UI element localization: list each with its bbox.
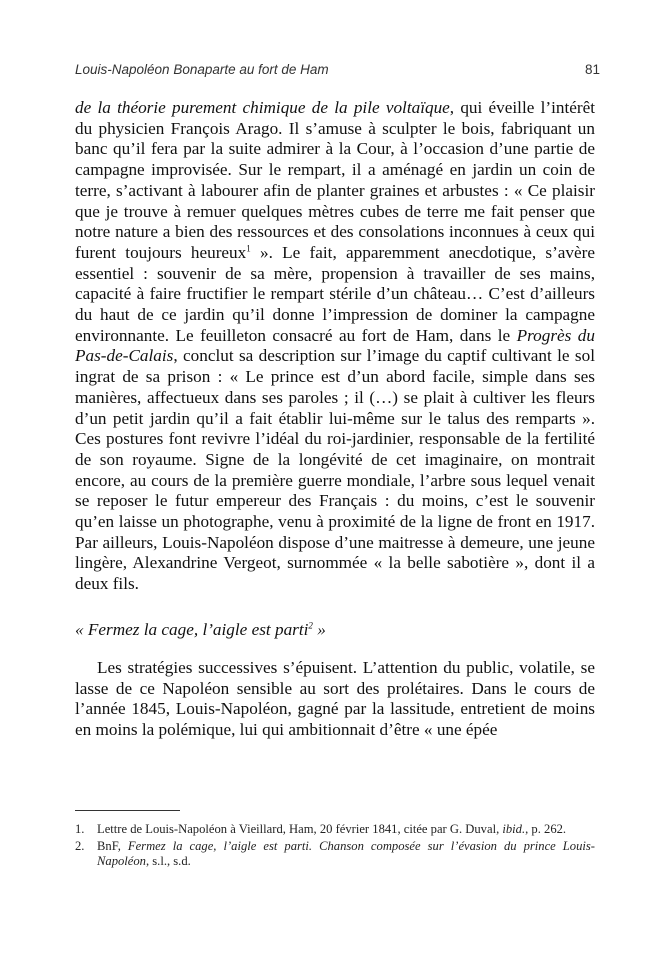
- running-header: [75, 62, 600, 84]
- footnote-text: , s.l., s.d.: [145, 854, 191, 869]
- footnote-text: , p. 262.: [525, 822, 567, 836]
- italic-span-progres: Progrès du Pas-de-Calais: [75, 325, 595, 366]
- footnotes: [75, 822, 595, 872]
- footnote-ref-2: 2: [308, 620, 313, 631]
- text-span: ». Le fait, apparemment anecdotique, s’avère essentiel : souvenir de sa mère, propension à travailler de ses mains, capacité à faire fructifier le rempart stérile d’un château… C’est d’ailleurs du haut de ce jardin qu’il donne l’impression de dominer la campagne environnante. Le feuilleton consacré au fort de Ham, dans le: [75, 242, 595, 345]
- paragraph-1: [75, 98, 595, 595]
- footnote-text: BnF,: [97, 839, 128, 854]
- main-paragraph: [75, 98, 595, 595]
- page-number: 81: [584, 62, 600, 77]
- running-title: Louis-Napoléon Bonaparte au fort de Ham: [75, 62, 329, 77]
- footnote-ref-1: 1: [246, 243, 251, 254]
- footnote-1: [75, 822, 595, 837]
- second-paragraph: [75, 658, 595, 741]
- section-heading-close: »: [312, 620, 326, 639]
- paragraph-2: Les stratégies successives s’épuisent. L’attention du public, volatile, se lasse de ce Napoléon sensible au sort des prolétaires. Dans le cours de l’année 1845, Louis-Napoléon, gagné par la lassitude, entretient de moins en moins la polémique, lui qui ambitionnait d’être « une épée: [75, 658, 595, 740]
- footnote-italic: Fermez la cage, l’aigle est parti. Chanson composée sur l’évasion du prince Louis-Napoléon: [97, 839, 595, 869]
- footnote-italic: ibid.: [502, 822, 526, 836]
- section-heading: [75, 620, 595, 640]
- footnote-2: [75, 839, 595, 869]
- section-heading-text: « Fermez la cage, l’aigle est parti: [75, 620, 309, 639]
- footnote-text: Lettre de Louis-Napoléon à Vieillard, Ham, 20 février 1841, citée par G. Duval,: [97, 822, 503, 836]
- italic-span-pile-voltaique: de la théorie purement chimique de la pile voltaïque: [75, 98, 450, 117]
- text-span: , conclut sa description sur l’image du captif cultivant le sol ingrat de sa prison : « Le prince est d’un abord facile, simple dans ses manières, affectueux dans ses paroles ; il (…) se plait à cultiver les fleurs d’un petit jardin qu’il a fait établir lui-même sur le talus des remparts ». Ces postures font revivre l’idéal du roi-jardinier, responsable de la fertilité de son royaume. Signe de la longévité de cet imaginaire, on montrait encore, au cours de la première guerre mondiale, l’arbre sous lequel venait se reposer le futur empereur des Français : du moins, c’est le souvenir qu’en laisse un photographe, venu à proximité de la ligne de front en 1917. Par ailleurs, Louis-Napoléon dispose d’une maitresse à demeure, une jeune lingère, Alexandrine Vergeot, surnommée « la belle sabotière », dont il a deux fils.: [75, 346, 595, 594]
- footnote-number: 1.: [75, 822, 85, 836]
- footnote-divider: [75, 810, 180, 811]
- footnote-number: 2.: [75, 839, 85, 854]
- text-span: , qui éveille l’intérêt du physicien François Arago. Il s’amuse à sculpter le bois, fabriquant un banc qu’il fera par la suite admirer à la Cour, à l’occasion d’une partie de campagne improvisée. Sur le rempart, il a aménagé en jardin un coin de terre, s’activant à labourer afin de planter graines et arbustes : « Ce plaisir que je trouve à remuer quelques mètres cubes de terre me fait penser que notre nature a bien des ressources et des consolations inconnues à ceux qui furent toujours heureux: [75, 98, 595, 262]
